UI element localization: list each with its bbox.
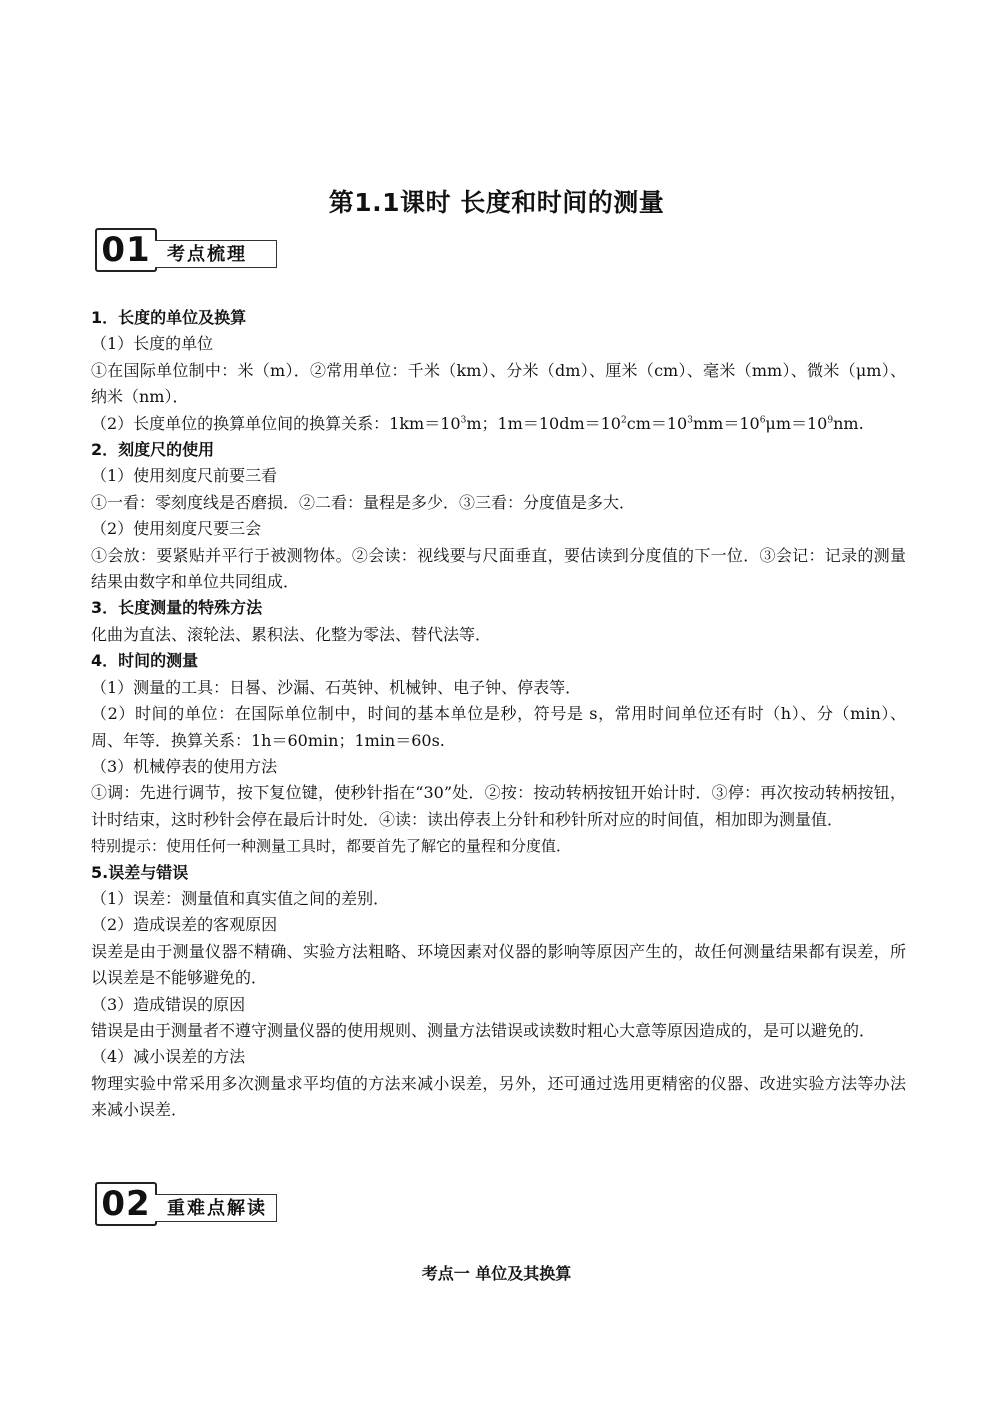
section-number: 02 — [95, 1182, 157, 1226]
page-title: 第1.1课时 长度和时间的测量 — [328, 188, 665, 217]
paragraph-conversion: （2）长度单位的换算单位间的换算关系：$1km=10^3m$；$1m=10dm=10^2cm=10^3mm=10^6\mu m=10^9nm$. — [91, 413, 864, 433]
subheading: 考点一 单位及其换算 — [421, 1264, 572, 1283]
section-badge-02 — [95, 1182, 283, 1226]
heading-5: 5.误差与错误 — [91, 862, 189, 882]
paragraph: （1）长度的单位 — [91, 334, 214, 354]
paragraph: 错误是由于测量者不遵守测量仪器的使用规则、测量方法错误或读数时粗心大意等原因造成的，是可以避免的． — [91, 1020, 876, 1040]
heading-2: 2．刻度尺的使用 — [91, 440, 215, 460]
paragraph: 误差是由于测量仪器不精确、实验方法粗略、环境因素对仪器的影响等原因产生的，故任何测量结果都有误差，所以误差是不能够避免的． — [91, 941, 906, 988]
heading-4: 4．时间的测量 — [91, 651, 199, 671]
paragraph: （2）使用刻度尺要三会 — [91, 519, 262, 539]
paragraph: （2）时间的单位：在国际单位制中，时间的基本单位是秒，符号是 s，常用时间单位还有时（h）、分（min）、周、年等．换算关系：1h＝60min；1min＝60s. — [91, 704, 906, 750]
section-badge-01 — [95, 228, 283, 272]
paragraph: ①调：先进行调节，按下复位键，使秒针指在“30”处．②按：按动转柄按钮开始计时．③停：再次按动转柄按钮，计时结束，这时秒针会停在最后计时处．④读：读出停表上分针和秒针所对应的时间值，相加即为测量值． — [91, 783, 906, 829]
special-tip: 特别提示：使用任何一种测量工具时，都要首先了解它的量程和分度值． — [91, 837, 572, 856]
section-number: 01 — [95, 228, 157, 272]
paragraph: （1）误差：测量值和真实值之间的差别． — [91, 888, 390, 908]
paragraph: 物理实验中常采用多次测量求平均值的方法来减小误差，另外，还可通过选用更精密的仪器、改进实验方法等办法来减小误差． — [91, 1073, 906, 1120]
heading-1: 1．长度的单位及换算 — [91, 308, 247, 327]
section-label: 重难点解读 — [155, 1194, 277, 1222]
paragraph: ①在国际单位制中：米（m）．②常用单位：千米（km）、分米（dm）、厘米（cm）、毫米（mm）、微米（μm）、纳米（nm）． — [91, 360, 906, 407]
heading-3: 3．长度测量的特殊方法 — [91, 598, 263, 618]
paragraph: ①一看：零刻度线是否磨损．②二看：量程是多少．③三看：分度值是多大． — [91, 492, 636, 512]
paragraph: （1）使用刻度尺前要三看 — [91, 466, 278, 486]
content-body — [91, 305, 906, 1124]
paragraph: ①会放：要紧贴并平行于被测物体。②会读：视线要与尺面垂直，要估读到分度值的下一位．③会记：记录的测量结果由数字和单位共同组成． — [91, 545, 906, 592]
section-label: 考点梳理 — [155, 240, 277, 268]
paragraph: （2）造成误差的客观原因 — [91, 915, 278, 935]
paragraph: （3）造成错误的原因 — [91, 994, 246, 1014]
paragraph: （4）减小误差的方法 — [91, 1047, 246, 1067]
paragraph: 化曲为直法、滚轮法、累积法、化整为零法、替代法等． — [91, 624, 492, 644]
paragraph: （3）机械停表的使用方法 — [91, 756, 278, 776]
paragraph: （1）测量的工具：日晷、沙漏、石英钟、机械钟、电子钟、停表等． — [91, 677, 582, 697]
